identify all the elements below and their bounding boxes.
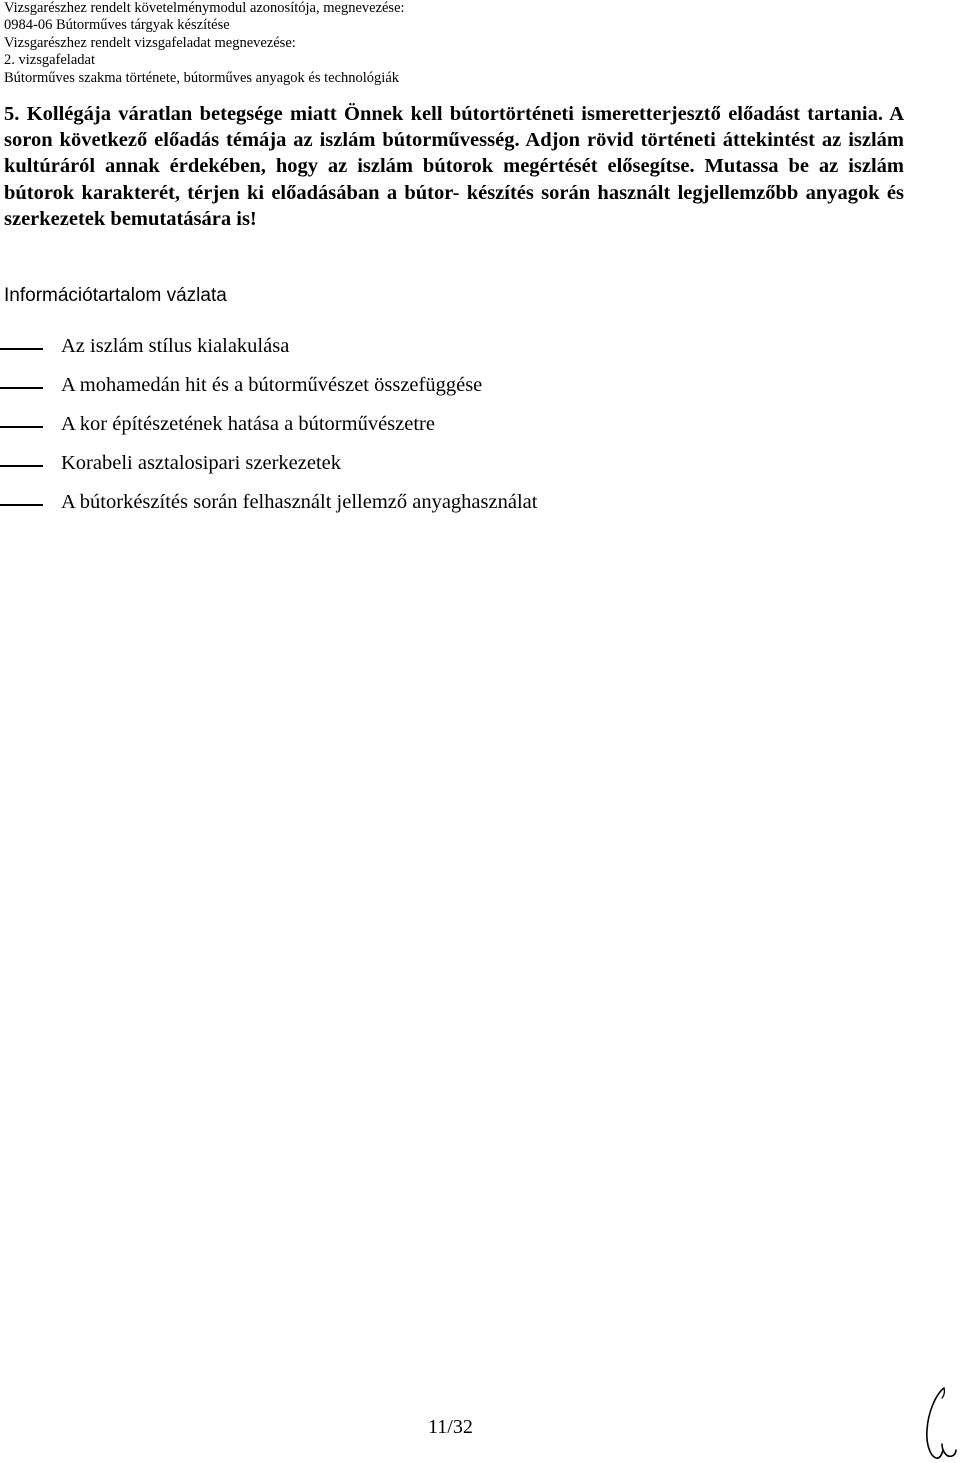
- dash-bullet: [0, 348, 43, 350]
- list-item-text: A kor építészetének hatása a bútorművészetre: [61, 413, 435, 435]
- page-number: 11/32: [428, 1416, 473, 1438]
- dash-bullet: [0, 465, 43, 467]
- task-description: 5. Kollégája váratlan betegsége miatt Önnek kell bútortörténeti ismeretterjesztő előadást tartania. A soron következő előadás témája az iszlám bútorművesség. Adjon rövid történeti áttekintést az iszlám kultúráról annak érdekében, hogy az iszlám bútorok megértését elősegítse. Mutassa be az iszlám bútorok karakterét, térjen ki előadásában a bútor- készítés során használt legjellemzőbb anyagok és szerkezetek bemutatására is!: [4, 103, 904, 230]
- outline-list: [0, 333, 700, 528]
- handwritten-signature: [918, 1384, 958, 1462]
- header-line-task-name: Bútorműves szakma története, bútorműves anyagok és technológiák: [4, 69, 400, 86]
- list-item-text: A mohamedán hit és a bútorművészet összefüggése: [61, 374, 483, 396]
- list-item: [0, 450, 700, 489]
- list-item-text: Korabeli asztalosipari szerkezetek: [61, 452, 342, 474]
- header-line-module-label: Vizsgarészhez rendelt követelménymodul azonosítója, megnevezése:: [4, 0, 405, 16]
- list-item: [0, 411, 700, 450]
- list-item: [0, 372, 700, 411]
- outline-title: Információtartalom vázlata: [4, 285, 227, 306]
- list-item-text: A bútorkészítés során felhasznált jellemző anyaghasználat: [61, 491, 538, 513]
- list-item-text: Az iszlám stílus kialakulása: [61, 335, 290, 357]
- header-line-module-name: 0984-06 Bútorműves tárgyak készítése: [4, 17, 230, 34]
- document-header: [4, 0, 405, 87]
- dash-bullet: [0, 387, 43, 389]
- header-line-task-number: 2. vizsgafeladat: [4, 52, 95, 69]
- list-item: [0, 333, 700, 372]
- dash-bullet: [0, 504, 43, 506]
- list-item: [0, 489, 700, 528]
- dash-bullet: [0, 426, 43, 428]
- header-line-task-label: Vizsgarészhez rendelt vizsgafeladat megnevezése:: [4, 34, 296, 51]
